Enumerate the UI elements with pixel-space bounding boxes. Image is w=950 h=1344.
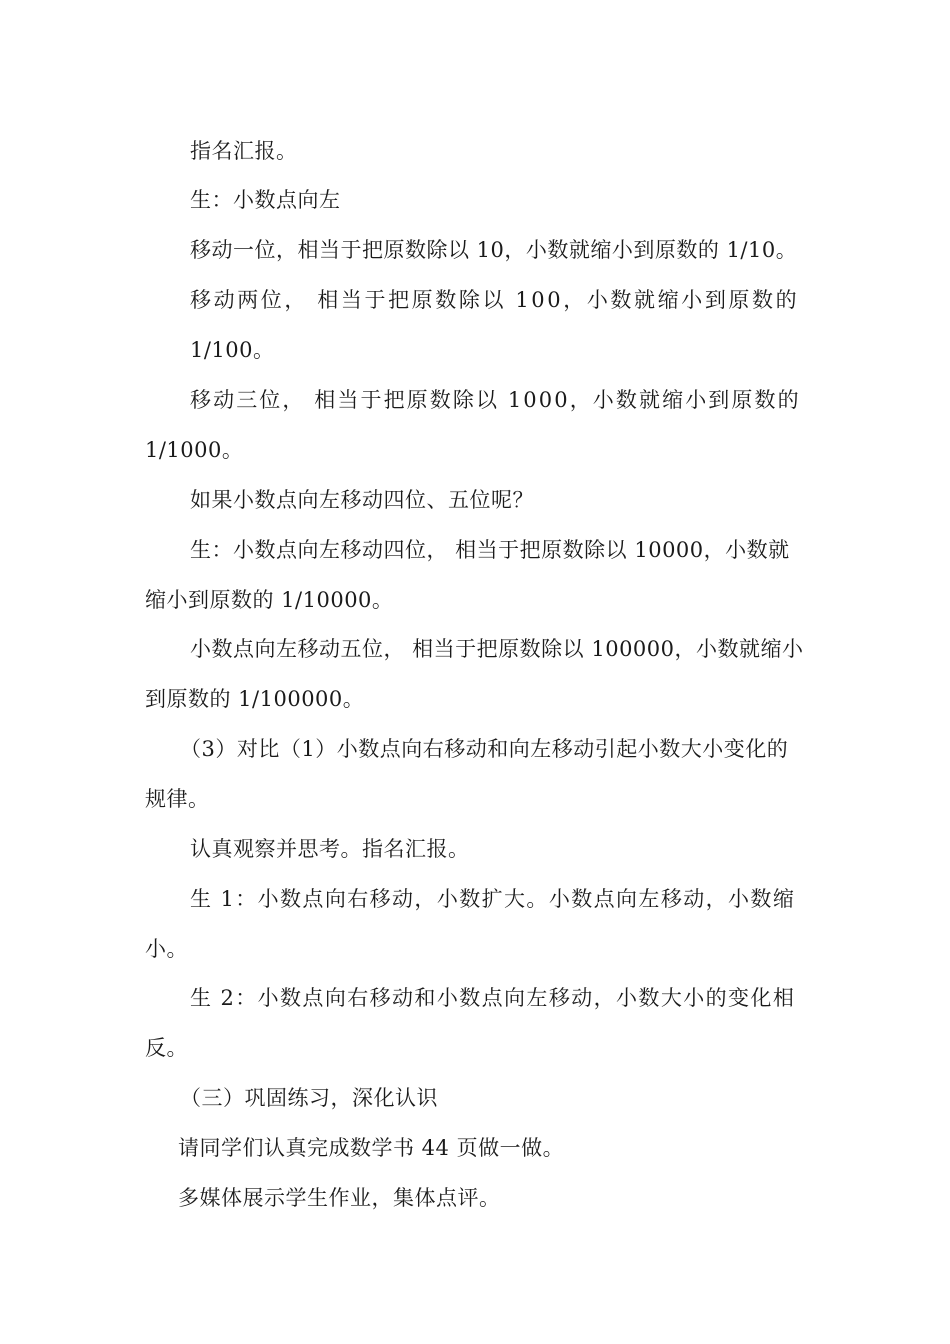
paragraph-line: 请同学们认真完成数学书 44 页做一做。	[178, 1136, 565, 1160]
paragraph-line: 指名汇报。	[190, 139, 298, 163]
paragraph-line: 小数点向左移动五位， 相当于把原数除以 100000，小数就缩小	[190, 637, 804, 661]
paragraph-line: 生 1：小数点向右移动，小数扩大。小数点向左移动，小数缩	[190, 887, 796, 911]
paragraph-line: 规律。	[145, 787, 210, 811]
paragraph-line: 缩小到原数的 1/10000。	[145, 588, 394, 612]
paragraph-line: 移动三位， 相当于把原数除以 1000，小数就缩小到原数的	[190, 388, 801, 412]
paragraph-line: 生 2：小数点向右移动和小数点向左移动，小数大小的变化相	[190, 986, 796, 1010]
paragraph-line: 反。	[145, 1036, 188, 1060]
paragraph-line: 生：小数点向左	[190, 188, 341, 212]
paragraph-line: （3）对比（1）小数点向右移动和向左移动引起小数大小变化的	[180, 737, 789, 761]
paragraph-line: 1/100。	[190, 338, 275, 362]
paragraph-line: 认真观察并思考。指名汇报。	[190, 837, 470, 861]
paragraph-line: （三）巩固练习，深化认识	[180, 1086, 438, 1110]
paragraph-line: 生：小数点向左移动四位， 相当于把原数除以 10000，小数就	[190, 538, 790, 562]
paragraph-line: 移动一位，相当于把原数除以 10，小数就缩小到原数的 1/10。	[190, 238, 798, 262]
paragraph-line: 到原数的 1/100000。	[145, 687, 365, 711]
paragraph-line: 如果小数点向左移动四位、五位呢？	[190, 488, 534, 512]
paragraph-line: 1/1000。	[145, 438, 244, 462]
paragraph-line: 多媒体展示学生作业，集体点评。	[178, 1186, 501, 1210]
paragraph-line: 小。	[145, 937, 188, 961]
paragraph-line: 移动两位， 相当于把原数除以 100，小数就缩小到原数的	[190, 288, 800, 312]
